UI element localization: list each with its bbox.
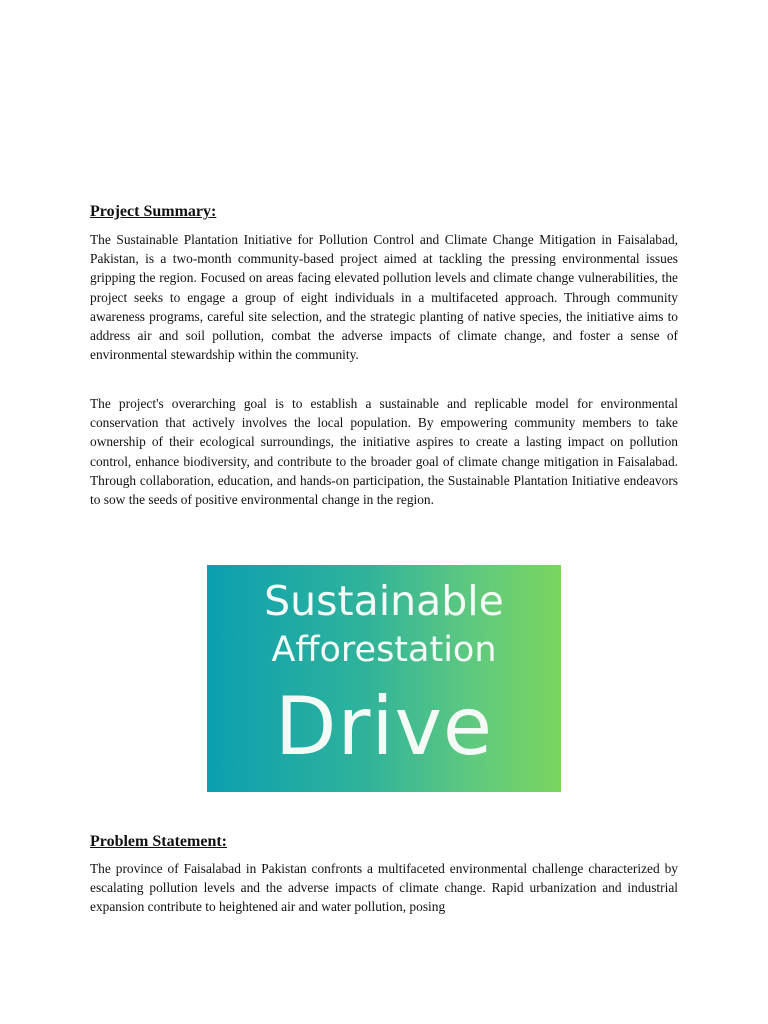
afforestation-drive-banner-image (207, 565, 561, 792)
problem-statement-paragraph: The province of Faisalabad in Pakistan confronts a multifaceted environmental challenge characterized by escalating pollution levels and the adverse impacts of climate change. Rapid urbanization and industrial expansion contribute to heightened air and water pollution, posing (90, 861, 678, 915)
banner-line-sustainable: Sustainable (264, 577, 504, 625)
project-summary-paragraph: The Sustainable Plantation Initiative for Pollution Control and Climate Change Mitigation in Faisalabad, Pakistan, is a two-month community-based project aimed at tackling the pressing environmental issues gripping the region. Focused on areas facing elevated pollution levels and climate change vulnerabilities, the project seeks to engage a group of eight individuals in a multifaceted approach. Through community awareness programs, careful site selection, and the strategic planting of native species, the initiative aims to address air and soil pollution, combat the adverse impacts of climate change, and foster a sense of environmental stewardship within the community. (90, 232, 678, 363)
project-summary-heading: Project Summary: (90, 203, 217, 220)
banner-line-afforestation: Afforestation (271, 630, 497, 670)
project-goal-paragraph: The project's overarching goal is to establish a sustainable and replicable model for environmental conservation that actively involves the local population. By empowering community members to take ownership of their ecological surroundings, the initiative aspires to create a lasting impact on pollution control, enhance biodiversity, and contribute to the broader goal of climate change mitigation in Faisalabad. Through collaboration, education, and hands-on participation, the Sustainable Plantation Initiative endeavors to sow the seeds of positive environmental change in the region. (90, 396, 678, 508)
problem-statement-heading: Problem Statement: (90, 833, 227, 850)
banner-line-drive: Drive (274, 680, 494, 773)
